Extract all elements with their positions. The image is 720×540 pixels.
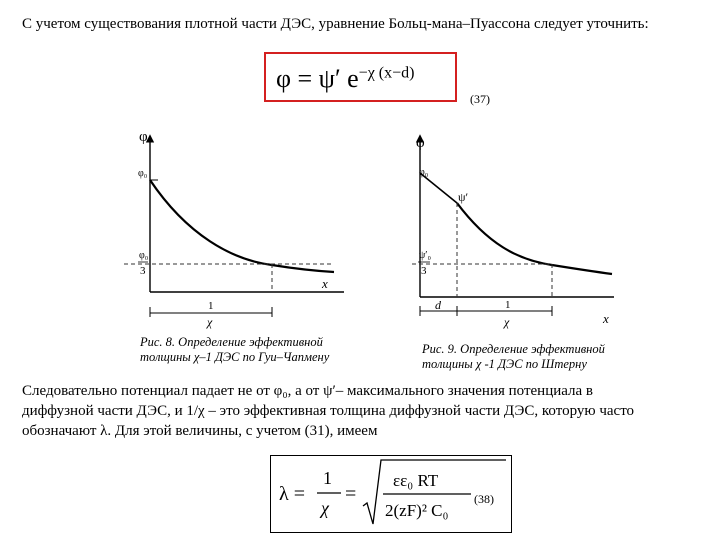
formula-37-exponent: −χ (x−d) xyxy=(358,64,415,82)
conclusion-paragraph xyxy=(22,381,712,441)
formula-37-base: φ = ψ′ e xyxy=(276,64,359,93)
figure-8-x-label: x xyxy=(322,276,328,291)
formula-38-root-num: εε₀ RT xyxy=(393,471,439,490)
paragraph-line-2: диффузной части ДЭС, и 1/χ – это эффективная толщина диффузной части ДЭС, которую часто xyxy=(22,403,635,419)
figure-9-level-denom: 3 xyxy=(421,265,427,277)
figure-8-graph xyxy=(112,125,352,330)
figure-8-caption-line-2: толщины χ–1 ДЭС по Гуи–Чапмену xyxy=(140,350,330,364)
equation-number-37: (37) xyxy=(470,92,490,106)
figure-8-thickness-denom: χ xyxy=(207,315,213,329)
figure-9-phi0-label: φ₀ xyxy=(419,167,429,178)
formula-38-frac-num: 1 xyxy=(323,468,332,488)
figure-9-caption-line-1: Рис. 9. Определение эффективной xyxy=(422,342,605,356)
figure-9-caption xyxy=(422,342,605,372)
figure-8-caption-line-1: Рис. 8. Определение эффективной xyxy=(140,335,323,349)
figure-8-level-denom: 3 xyxy=(140,265,146,277)
figure-9-y-label: φ xyxy=(416,135,425,151)
intro-text: С учетом существования плотной части ДЭС, уравнение Больц-мана–Пуассона следует уточнить: xyxy=(22,16,649,32)
formula-38-frac-denom: χ xyxy=(321,498,329,518)
paragraph-line-1: Следовательно потенциал падает не от φ₀, а от ψ′– максимального значения потенциала в xyxy=(22,383,594,399)
equation-number-38: (38) xyxy=(474,492,494,506)
figure-9-thickness-denom: χ xyxy=(504,315,510,329)
figure-8-y-label: φ xyxy=(139,129,148,145)
formula-38 xyxy=(271,456,511,532)
figure-9-graph xyxy=(392,125,622,335)
figure-8-level-label: φ₀ xyxy=(139,250,149,261)
figure-9-level-label: ψ′₀ xyxy=(419,250,431,261)
figure-9-x-label: x xyxy=(603,311,609,326)
figure-8-thickness-num: 1 xyxy=(208,300,214,312)
figure-8-potential-curve xyxy=(150,180,334,272)
figure-9-caption-line-2: толщины χ -1 ДЭС по Штерну xyxy=(422,357,587,371)
figure-9-thickness-num: 1 xyxy=(505,299,511,311)
figure-9-d-label: d xyxy=(435,298,441,312)
formula-38-root-denom: 2(zF)² C₀ xyxy=(385,501,449,520)
figure-9-potential-curve xyxy=(457,203,612,274)
figure-8-caption xyxy=(140,335,329,365)
formula-37 xyxy=(276,64,414,94)
figure-9-psi-label: ψ′ xyxy=(458,190,469,204)
paragraph-line-3: обозначают λ. Для этой величины, с учетом (31), имеем xyxy=(22,423,378,439)
formula-38-lhs: λ = xyxy=(279,483,305,505)
formula-38-eq: = xyxy=(345,483,357,505)
figure-8-phi0-label: φ₀ xyxy=(138,168,148,179)
